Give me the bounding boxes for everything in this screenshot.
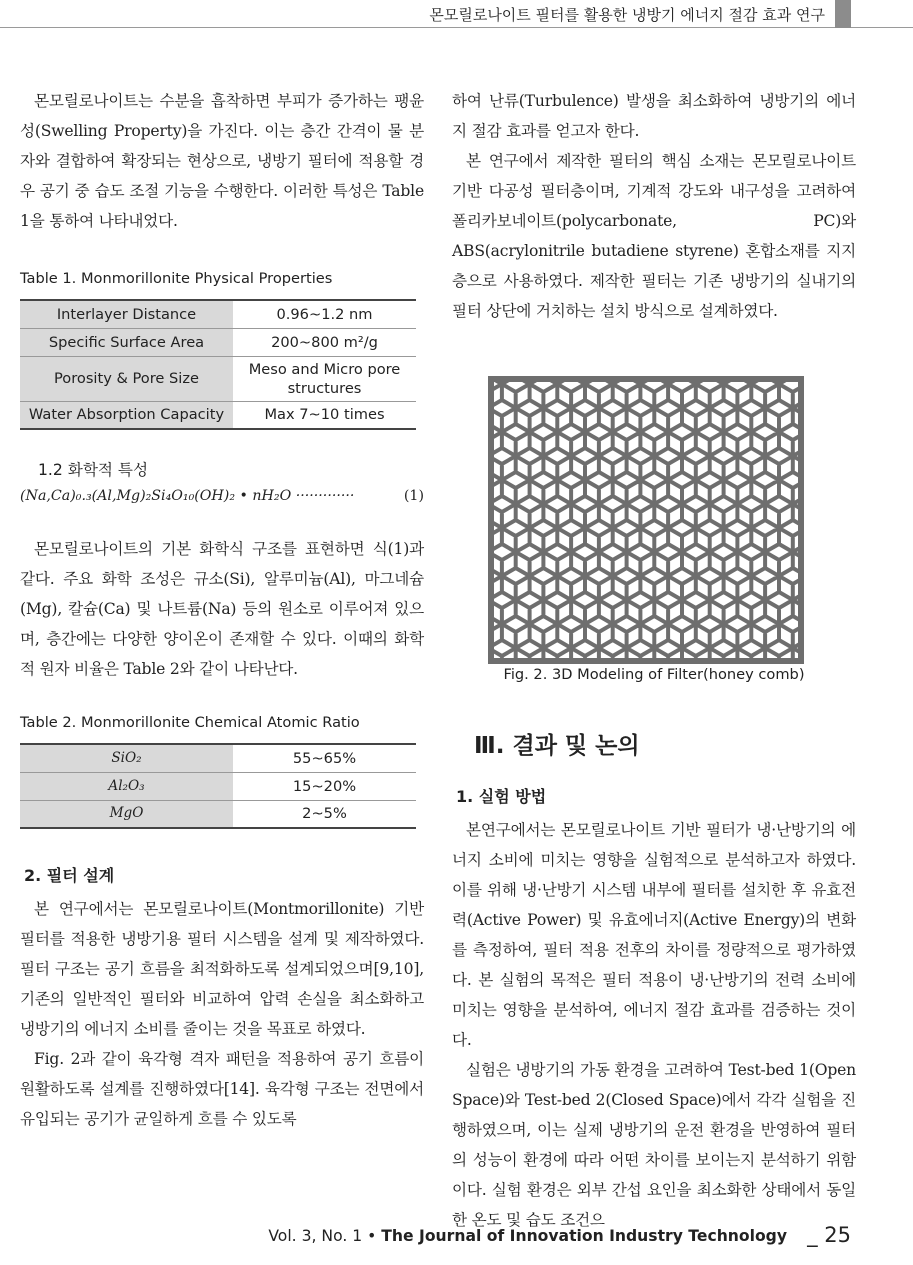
paragraph: 하여 난류(Turbulence) 발생을 최소화하여 냉방기의 에너지 절감 효과를 얻고자 한다. <box>452 92 856 140</box>
table-value-cell: 0.96~1.2 nm <box>233 300 416 328</box>
table-row <box>20 800 416 828</box>
running-head-bar <box>835 0 851 28</box>
table-value-cell: 2~5% <box>233 800 416 828</box>
paragraph: Fig. 2과 같이 육각형 격자 패턴을 적용하여 공기 흐름이 원활하도록 설계를 진행하였다[14]. 육각형 구조는 전면에서 유입되는 공기가 균일하게 흐를 수 있도록 <box>20 1050 424 1128</box>
chemical-ratio-table <box>20 743 416 829</box>
footer-citation <box>268 1227 787 1245</box>
subsection-heading: 1.2 화학적 특성 <box>38 461 149 479</box>
paragraph: 본연구에서는 몬모릴로나이트 기반 필터가 냉·난방기의 에너지 소비에 미치는 영향을 실험적으로 분석하고자 하였다. 이를 위해 냉·난방기 시스템 내부에 필터를 설치한 후 유효전력(Active Power) 및 유효에너지(Active Energy)의 변화를 측정하여, 필터 적용 전후의 차이를 정량적으로 평가하였다. 본 실험의 목적은 필터 적용이 냉·난방기의 전력 소비에 미치는 영향을 분석하여, 에너지 절감 효과를 검증하는 것이다. <box>452 821 856 1049</box>
footer-journal: The Journal of Innovation Industry Technology <box>381 1227 787 1245</box>
right-column <box>452 86 856 1235</box>
table-row <box>20 772 416 800</box>
running-head-title: 몬모릴로나이트 필터를 활용한 냉방기 에너지 절감 효과 연구 <box>429 6 825 24</box>
table-value-cell: 15~20% <box>233 772 416 800</box>
table-row <box>20 300 416 328</box>
table-row <box>20 356 416 401</box>
table-row <box>20 328 416 356</box>
table-caption: Table 2. Monmorillonite Chemical Atomic Ratio <box>20 714 360 731</box>
section-heading: 2. 필터 설계 <box>24 866 115 885</box>
table-key-cell: SiO₂ <box>20 744 233 772</box>
table-key-cell: MgO <box>20 800 233 828</box>
footer-volume: Vol. 3, No. 1 • <box>268 1227 382 1245</box>
table-key-cell: Porosity & Pore Size <box>20 356 233 401</box>
table-row <box>20 401 416 429</box>
table-key-cell: Water Absorption Capacity <box>20 401 233 429</box>
paragraph: 본 연구에서 제작한 필터의 핵심 소재는 몬모릴로나이트 기반 다공성 필터층이며, 기계적 강도와 내구성을 고려하여 폴리카보네이트(polycarbonate, PC)와 ABS(acrylonitrile butadiene styrene) 혼합소재를 지지층으로 사용하였다. 제작한 필터는 기존 냉방기의 실내기의 필터 상단에 거치하는 설치 방식으로 설계하였다. <box>452 152 856 320</box>
page-number: _ 25 <box>807 1223 851 1247</box>
table-key-cell: Al₂O₃ <box>20 772 233 800</box>
figure-caption: Fig. 2. 3D Modeling of Filter(honey comb) <box>503 666 805 683</box>
physical-properties-table <box>20 299 416 430</box>
table-row <box>20 744 416 772</box>
paragraph: 본 연구에서는 몬모릴로나이트(Montmorillonite) 기반 필터를 적용한 냉방기용 필터 시스템을 설계 및 제작하였다. 필터 구조는 공기 흐름을 최적화하도록 설계되었으며[9,10], 기존의 일반적인 필터와 비교하여 압력 손실을 최소화하고 냉방기의 에너지 소비를 줄이는 것을 목표로 하였다. <box>20 900 424 1038</box>
paragraph: 몬모릴로나이트의 기본 화학식 구조를 표현하면 식(1)과 같다. 주요 화학 조성은 규소(Si), 알루미늄(Al), 마그네슘(Mg), 칼슘(Ca) 및 나트륨(Na) 등의 원소로 이루어져 있으며, 층간에는 다양한 양이온이 존재할 수 있다. 이때의 화학적 원자 비율은 Table 2와 같이 나타난다. <box>20 540 424 678</box>
table-value-cell: Max 7~10 times <box>233 401 416 429</box>
table-value-cell: 200~800 m²/g <box>233 328 416 356</box>
equation <box>20 488 424 504</box>
running-head <box>0 0 913 28</box>
table-value-cell: Meso and Micro pore structures <box>233 356 416 401</box>
honeycomb-filter-figure <box>488 376 804 664</box>
chapter-heading: Ⅲ. 결과 및 논의 <box>474 733 640 759</box>
honeycomb-filter-image <box>488 376 804 664</box>
equation-number: (1) <box>403 488 424 504</box>
paragraph: 실험은 냉방기의 가동 환경을 고려하여 Test-bed 1(Open Space)와 Test-bed 2(Closed Space)에서 각각 실험을 진행하였으며, 이는 실제 냉방기의 운전 환경을 반영하여 필터의 성능이 환경에 따라 어떤 차이를 보이는지 분석하기 위함이다. 실험 환경은 외부 간섭 요인을 최소화한 상태에서 동일한 온도 및 습도 조건으 <box>452 1061 856 1229</box>
paragraph: 몬모릴로나이트는 수분을 흡착하면 부피가 증가하는 팽윤성(Swelling Property)을 가진다. 이는 층간 간격이 물 분자와 결합하여 확장되는 현상으로, 냉방기 필터에 적용할 경우 공기 중 습도 조절 기능을 수행한다. 이러한 특성은 Table 1을 통하여 나타내었다. <box>20 92 424 230</box>
table-key-cell: Specific Surface Area <box>20 328 233 356</box>
left-column <box>20 86 424 1134</box>
table-key-cell: Interlayer Distance <box>20 300 233 328</box>
page-footer <box>0 1223 913 1253</box>
equation-body: (Na,Ca)₀.₃(Al,Mg)₂Si₄O₁₀(OH)₂ • nH₂O ············· <box>20 488 355 504</box>
table-value-cell: 55~65% <box>233 744 416 772</box>
table-caption: Table 1. Monmorillonite Physical Properties <box>20 270 333 287</box>
section-heading: 1. 실험 방법 <box>456 787 547 806</box>
